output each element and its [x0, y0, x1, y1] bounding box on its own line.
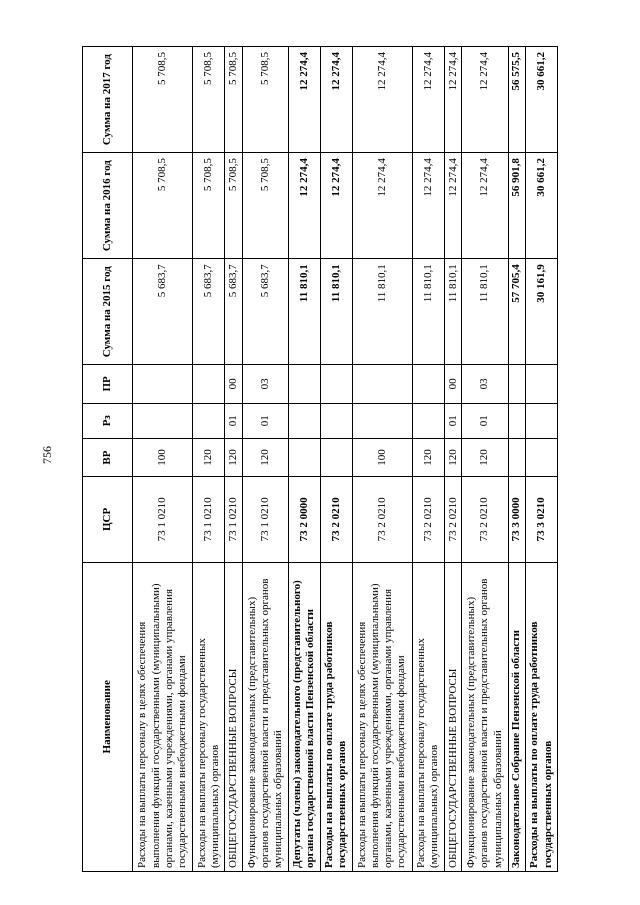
row-csr: 73 3 0000: [508, 477, 526, 562]
row-vr: 120: [193, 438, 225, 476]
row-name: Расходы на выплаты по оплате труда работников государственных органов: [320, 562, 352, 871]
row-sum-2016: 12 274,4: [444, 153, 462, 259]
row-sum-2017: 5 708,5: [133, 47, 193, 153]
row-sum-2017: 56 575,5: [508, 47, 526, 153]
table-row: [225, 47, 243, 872]
row-sum-2015: 5 683,7: [193, 259, 225, 365]
row-sum-2016: 12 274,4: [462, 153, 508, 259]
header-csr: ЦСР: [83, 477, 133, 562]
row-csr: 73 1 0210: [193, 477, 225, 562]
header-2016: Сумма на 2016 год: [83, 153, 133, 259]
row-csr: 73 2 0210: [352, 477, 412, 562]
table-row: [242, 47, 288, 872]
row-sum-2015: 57 705,4: [508, 259, 526, 365]
row-sum-2017: 12 274,4: [462, 47, 508, 153]
row-csr: 73 1 0210: [225, 477, 243, 562]
row-rz: [508, 403, 526, 438]
budget-table: [82, 46, 558, 872]
row-vr: [288, 438, 320, 476]
row-name: Расходы на выплаты персоналу государственных (муниципальных) органов: [193, 562, 225, 871]
row-sum-2015: 11 810,1: [320, 259, 352, 365]
row-pr: [320, 365, 352, 403]
row-vr: [320, 438, 352, 476]
row-pr: 00: [225, 365, 243, 403]
row-name: Депутаты (члены) законодательного (представительного) органа государственной власти Пензенской области: [288, 562, 320, 871]
rotated-table-wrapper: [82, 46, 558, 872]
row-sum-2017: 12 274,4: [352, 47, 412, 153]
header-2015: Сумма на 2015 год: [83, 259, 133, 365]
row-sum-2017: 12 274,4: [320, 47, 352, 153]
table-row: [508, 47, 526, 872]
row-rz: [352, 403, 412, 438]
row-pr: [508, 365, 526, 403]
row-sum-2016: 12 274,4: [413, 153, 445, 259]
row-sum-2017: 12 274,4: [288, 47, 320, 153]
row-pr: [413, 365, 445, 403]
row-csr: 73 1 0210: [133, 477, 193, 562]
row-csr: 73 2 0000: [288, 477, 320, 562]
table-row: [193, 47, 225, 872]
row-name: Функционирование законодательных (представительных) органов государственной власти и представительных органов муниципальных образований: [242, 562, 288, 871]
row-rz: 01: [242, 403, 288, 438]
row-sum-2017: 12 274,4: [444, 47, 462, 153]
row-vr: 120: [462, 438, 508, 476]
row-csr: 73 2 0210: [413, 477, 445, 562]
table-row: [526, 47, 558, 872]
row-sum-2015: 5 683,7: [242, 259, 288, 365]
row-csr: 73 3 0210: [526, 477, 558, 562]
row-sum-2016: 12 274,4: [288, 153, 320, 259]
table-row: [133, 47, 193, 872]
row-name: Функционирование законодательных (представительных) органов государственной власти и представительных органов муниципальных образований: [462, 562, 508, 871]
row-name: Расходы на выплаты персоналу в целях обеспечения выполнения функций государственными (муниципальными) органами, казенными учреждениями, органами управления государственными внебюджетными фондами: [133, 562, 193, 871]
row-sum-2015: 30 161,9: [526, 259, 558, 365]
row-sum-2017: 5 708,5: [225, 47, 243, 153]
row-name: Расходы на выплаты персоналу государственных (муниципальных) органов: [413, 562, 445, 871]
row-pr: [352, 365, 412, 403]
row-vr: 120: [225, 438, 243, 476]
row-vr: [508, 438, 526, 476]
row-name: Законодательное Собрание Пензенской области: [508, 562, 526, 871]
row-rz: [320, 403, 352, 438]
row-csr: 73 2 0210: [462, 477, 508, 562]
row-csr: 73 1 0210: [242, 477, 288, 562]
row-name: Расходы на выплаты по оплате труда работников государственных органов: [526, 562, 558, 871]
table-row: [352, 47, 412, 872]
row-rz: [526, 403, 558, 438]
row-vr: 120: [444, 438, 462, 476]
row-sum-2015: 11 810,1: [413, 259, 445, 365]
row-csr: 73 2 0210: [320, 477, 352, 562]
row-pr: [288, 365, 320, 403]
row-sum-2016: 5 708,5: [133, 153, 193, 259]
row-pr: 00: [444, 365, 462, 403]
row-pr: [193, 365, 225, 403]
row-sum-2015: 11 810,1: [444, 259, 462, 365]
row-sum-2015: 11 810,1: [462, 259, 508, 365]
row-sum-2015: 5 683,7: [133, 259, 193, 365]
row-sum-2015: 11 810,1: [352, 259, 412, 365]
table-row: [444, 47, 462, 872]
row-name: ОБЩЕГОСУДАРСТВЕННЫЕ ВОПРОСЫ: [444, 562, 462, 871]
row-pr: 03: [242, 365, 288, 403]
row-vr: 100: [133, 438, 193, 476]
row-sum-2015: 11 810,1: [288, 259, 320, 365]
page-number: 756: [39, 446, 54, 464]
row-rz: 01: [444, 403, 462, 438]
row-name: ОБЩЕГОСУДАРСТВЕННЫЕ ВОПРОСЫ: [225, 562, 243, 871]
row-vr: 100: [352, 438, 412, 476]
row-rz: 01: [225, 403, 243, 438]
table-row: [462, 47, 508, 872]
row-sum-2016: 5 708,5: [193, 153, 225, 259]
header-pr: ПР: [83, 365, 133, 403]
table-header-row: [83, 47, 133, 872]
row-vr: 120: [413, 438, 445, 476]
row-sum-2016: 5 708,5: [225, 153, 243, 259]
row-rz: [133, 403, 193, 438]
row-sum-2017: 30 661,2: [526, 47, 558, 153]
header-rz: Рз: [83, 403, 133, 438]
header-name: Наименование: [83, 562, 133, 871]
row-sum-2016: 12 274,4: [352, 153, 412, 259]
row-vr: 120: [242, 438, 288, 476]
row-sum-2016: 12 274,4: [320, 153, 352, 259]
table-row: [288, 47, 320, 872]
header-2017: Сумма на 2017 год: [83, 47, 133, 153]
row-sum-2017: 12 274,4: [413, 47, 445, 153]
header-vr: ВР: [83, 438, 133, 476]
row-sum-2016: 5 708,5: [242, 153, 288, 259]
row-pr: 03: [462, 365, 508, 403]
row-rz: [413, 403, 445, 438]
row-rz: 01: [462, 403, 508, 438]
row-sum-2017: 5 708,5: [193, 47, 225, 153]
row-pr: [133, 365, 193, 403]
row-pr: [526, 365, 558, 403]
row-vr: [526, 438, 558, 476]
row-csr: 73 2 0210: [444, 477, 462, 562]
table-row: [320, 47, 352, 872]
row-sum-2017: 5 708,5: [242, 47, 288, 153]
row-sum-2016: 56 901,8: [508, 153, 526, 259]
row-rz: [193, 403, 225, 438]
table-row: [413, 47, 445, 872]
row-rz: [288, 403, 320, 438]
table-body: [133, 47, 558, 872]
row-sum-2016: 30 661,2: [526, 153, 558, 259]
row-sum-2015: 5 683,7: [225, 259, 243, 365]
row-name: Расходы на выплаты персоналу в целях обеспечения выполнения функций государственными (муниципальными) органами, казенными учреждениями, органами управления государственными внебюджетными фондами: [352, 562, 412, 871]
